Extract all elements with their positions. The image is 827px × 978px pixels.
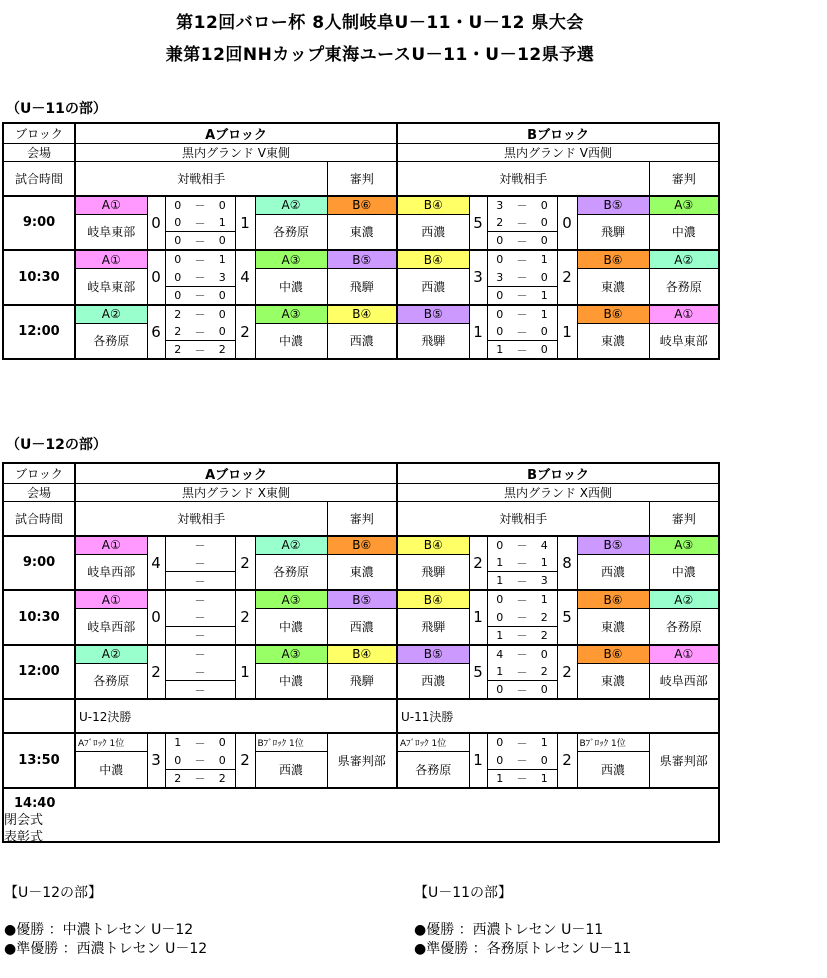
team1-score: 3 [469,250,487,305]
team1-tag: B④ [397,590,469,609]
match-time: 10:30 [3,250,75,305]
period-score-team1: 0 [487,323,512,341]
period-score-team1: 1 [487,341,512,360]
period-score-team1 [165,626,190,645]
referee-team: 西濃 [327,323,397,359]
block-a-venue: 黒内グランド V東側 [75,144,397,162]
period-score-team2: 0 [210,232,235,251]
period-dash: － [512,572,532,591]
period-dash: － [516,593,528,607]
team2-name: 東濃 [577,323,649,359]
period-score-team1 [165,572,190,591]
period-dash: － [190,769,210,788]
team2-name: 東濃 [577,269,649,305]
referee-team: 各務原 [649,269,719,305]
period-dash: － [190,626,210,645]
period-dash: － [190,681,210,700]
period-dash: － [516,216,528,230]
u11-runner-up: ●準優勝 ：各務原トレセン U－11 [414,941,632,957]
period-score-team2: 0 [532,214,557,232]
referee-team: 岐阜東部 [649,323,719,359]
period-score-team2 [210,681,235,700]
team1-score: 4 [147,536,165,591]
team1-score: 0 [147,590,165,645]
header-venue-label: 会場 [3,144,75,162]
period-dash: － [190,286,210,305]
team1-tag: B⑤ [397,645,469,664]
period-score-team1: 2 [165,341,190,360]
team1-tag: A① [75,250,147,269]
team1-score: 6 [147,305,165,360]
final-period-team2: 1 [532,733,557,752]
block-b-header: Bブロック [397,123,719,144]
match-time: 9:00 [3,196,75,251]
match-time: 12:00 [3,305,75,360]
period-score-team1: 0 [487,681,512,700]
period-score-team1: 1 [487,572,512,591]
team2-score: 1 [557,305,577,360]
final-team1-score: 3 [147,733,165,788]
final-period-team1: 0 [165,752,190,770]
period-dash: － [516,556,528,570]
final-b-label: U-11決勝 [397,699,719,733]
team2-tag: A③ [255,590,327,609]
period-dash: － [194,308,206,322]
period-score-team2: 0 [210,196,235,215]
period-dash: － [194,271,206,284]
block-b-referee-header: 審判 [649,502,719,536]
period-score-team2: 0 [532,232,557,251]
team1-score: 5 [469,645,487,700]
block-a-header: Aブロック [75,123,397,144]
team2-score: 4 [235,250,255,305]
period-dash: － [190,572,210,591]
referee-tag: B⑤ [327,250,397,269]
team1-tag: A② [75,645,147,664]
team2-name: 中濃 [255,269,327,305]
period-score-team1: 0 [165,196,190,215]
period-dash: － [512,286,532,305]
final-team2-score: 2 [557,733,577,788]
period-dash: － [194,736,206,750]
period-score-team1: 0 [487,609,512,627]
team1-tag: B④ [397,196,469,215]
final-period-team1: 1 [165,733,190,752]
team1-tag: A② [75,305,147,324]
period-score-team1: 2 [165,305,190,324]
team2-tag: A③ [255,250,327,269]
period-score-team1 [165,536,190,555]
team2-name: 中濃 [255,609,327,645]
u11-section-title: （U－11の部） [6,101,107,117]
u11-schedule-table [2,122,720,360]
u11-winner: ●優勝 ：西濃トレセン U－11 [414,922,604,938]
team2-score: 1 [235,645,255,700]
period-dash: － [516,648,528,662]
period-score-team1: 0 [487,536,512,555]
team1-name: 飛騨 [397,609,469,645]
final-team1-tag: Aﾌﾞﾛｯｸ 1位 [397,733,469,752]
final-team2-name: 西濃 [577,752,649,788]
referee-team: 各務原 [649,609,719,645]
team1-score: 1 [469,305,487,360]
period-dash: － [194,216,206,230]
u12-results-title: 【U－12の部】 [4,885,103,901]
period-dash: － [194,665,206,679]
referee-tag: B④ [327,305,397,324]
team2-score: 1 [235,196,255,251]
period-score-team2: 1 [210,214,235,232]
block-a-opponent-header: 対戦相手 [75,162,327,196]
period-dash: － [194,754,206,767]
period-score-team2: 1 [532,305,557,324]
closing-frame [3,788,719,842]
final-time: 13:50 [3,733,75,788]
final-period-team2: 0 [210,733,235,752]
period-score-team1: 0 [487,232,512,251]
team2-score: 8 [557,536,577,591]
closing-ceremony [4,795,55,846]
block-a-venue: 黒内グランド X東側 [75,484,397,502]
period-score-team2 [210,663,235,681]
u11-results-title: 【U－11の部】 [414,885,513,901]
team1-name: 飛騨 [397,323,469,359]
team1-name: 岐阜東部 [75,269,147,305]
period-score-team2: 0 [210,323,235,341]
period-score-team2: 0 [532,196,557,215]
team2-name: 中濃 [255,323,327,359]
period-score-team2: 1 [532,590,557,609]
referee-tag: A② [649,250,719,269]
period-dash: － [512,681,532,700]
period-score-team1 [165,645,190,664]
period-dash: － [516,199,528,213]
final-team1-name: 各務原 [397,752,469,788]
final-team2-tag: Bﾌﾞﾛｯｸ 1位 [255,733,327,752]
referee-tag: B⑥ [327,536,397,555]
period-dash: － [512,626,532,645]
referee-tag: A③ [649,196,719,215]
referee-team: 中濃 [649,554,719,590]
period-score-team2 [210,645,235,664]
final-team2-score: 2 [235,733,255,788]
block-b-opponent-header: 対戦相手 [397,502,649,536]
period-dash: － [194,611,206,624]
period-score-team2: 3 [532,572,557,591]
period-score-team1: 3 [487,196,512,215]
team2-tag: B⑤ [577,536,649,555]
final-period-team1: 2 [165,769,190,788]
team2-name: 各務原 [255,554,327,590]
team2-name: 中濃 [255,663,327,699]
final-a-label: U-12決勝 [75,699,397,733]
period-score-team1: 1 [487,663,512,681]
team1-name: 岐阜東部 [75,214,147,250]
team2-tag: A③ [255,645,327,664]
referee-tag: B⑥ [327,196,397,215]
period-score-team1: 0 [165,250,190,269]
period-dash: － [516,253,528,267]
block-a-referee-header: 審判 [327,162,397,196]
block-b-referee-header: 審判 [649,162,719,196]
team1-score: 2 [469,536,487,591]
final-referee: 県審判部 [327,733,397,788]
team1-name: 各務原 [75,323,147,359]
period-dash: － [194,253,206,267]
period-dash: － [194,648,206,662]
period-score-team2: 0 [532,681,557,700]
team1-score: 0 [147,196,165,251]
referee-tag: A① [649,645,719,664]
team1-name: 飛騨 [397,554,469,590]
period-score-team1: 2 [165,323,190,341]
period-score-team2 [210,590,235,609]
block-b-venue: 黒内グランド V西側 [397,144,719,162]
period-score-team1: 0 [165,232,190,251]
final-period-team2: 1 [532,769,557,788]
referee-team: 岐阜西部 [649,663,719,699]
match-time: 12:00 [3,645,75,700]
u12-winner: ●優勝 ：中濃トレセン U－12 [4,922,194,938]
period-score-team2 [210,536,235,555]
team2-score: 2 [235,305,255,360]
team2-tag: B⑤ [577,196,649,215]
period-dash: － [512,232,532,251]
team2-name: 西濃 [577,554,649,590]
period-dash: － [512,769,532,788]
final-team1-score: 1 [469,733,487,788]
final-team2-tag: Bﾌﾞﾛｯｸ 1位 [577,733,649,752]
period-score-team1: 3 [487,269,512,287]
team2-tag: A② [255,196,327,215]
team2-tag: A② [255,536,327,555]
referee-team: 西濃 [327,609,397,645]
period-score-team1: 0 [165,286,190,305]
team2-tag: B⑥ [577,645,649,664]
block-a-header: Aブロック [75,463,397,484]
final-time-spacer [3,699,75,733]
final-period-team2: 0 [210,752,235,770]
team1-name: 岐阜西部 [75,609,147,645]
period-score-team2 [210,572,235,591]
period-dash: － [194,556,206,570]
period-score-team2: 1 [532,554,557,572]
header-block-label: ブロック [3,463,75,484]
period-score-team1 [165,681,190,700]
referee-tag: B⑤ [327,590,397,609]
block-b-opponent-header: 対戦相手 [397,162,649,196]
referee-team: 東濃 [327,554,397,590]
period-dash: － [194,539,206,553]
period-score-team2: 0 [532,323,557,341]
period-score-team2: 4 [532,536,557,555]
period-score-team2: 2 [532,626,557,645]
period-dash: － [194,325,206,339]
team2-score: 2 [557,250,577,305]
referee-team: 飛騨 [327,663,397,699]
header-block-label: ブロック [3,123,75,144]
team2-tag: B⑥ [577,590,649,609]
block-b-venue: 黒内グランド X西側 [397,484,719,502]
period-score-team2 [210,626,235,645]
team1-name: 西濃 [397,214,469,250]
period-score-team1: 4 [487,645,512,664]
period-score-team1: 0 [165,269,190,287]
match-time: 10:30 [3,590,75,645]
team2-name: 飛騨 [577,214,649,250]
period-score-team1: 2 [487,214,512,232]
referee-tag: A① [649,305,719,324]
team1-score: 1 [469,590,487,645]
final-period-team2: 2 [210,769,235,788]
period-score-team2: 1 [532,250,557,269]
team1-name: 西濃 [397,269,469,305]
period-dash: － [516,611,528,624]
referee-team: 中濃 [649,214,719,250]
team2-score: 2 [557,645,577,700]
team1-score: 5 [469,196,487,251]
final-period-team1: 1 [487,769,512,788]
team2-score: 2 [235,590,255,645]
team2-name: 東濃 [577,609,649,645]
period-score-team1: 1 [487,554,512,572]
team2-name: 東濃 [577,663,649,699]
team1-name: 岐阜西部 [75,554,147,590]
team1-tag: B④ [397,536,469,555]
team1-name: 西濃 [397,663,469,699]
period-score-team1: 0 [487,286,512,305]
team1-tag: A① [75,590,147,609]
period-score-team1 [165,609,190,627]
team2-tag: A③ [255,305,327,324]
final-team2-name: 西濃 [255,752,327,788]
period-dash: － [516,308,528,322]
referee-tag: A③ [649,536,719,555]
period-dash: － [194,593,206,607]
period-score-team1 [165,663,190,681]
period-score-team1 [165,590,190,609]
period-score-team2 [210,554,235,572]
period-score-team1: 0 [165,214,190,232]
final-period-team1: 0 [487,752,512,770]
u12-results [4,884,207,959]
period-dash: － [516,665,528,679]
team2-tag: B⑥ [577,305,649,324]
period-dash: － [516,325,528,339]
period-dash: － [516,754,528,767]
period-dash: － [516,271,528,284]
period-dash: － [516,736,528,750]
header-time-label: 試合時間 [3,502,75,536]
u11-results [414,884,631,959]
referee-tag: B④ [327,645,397,664]
team1-tag: A① [75,536,147,555]
period-score-team2: 0 [532,269,557,287]
period-score-team2: 0 [210,286,235,305]
team1-score: 0 [147,250,165,305]
period-score-team2 [210,609,235,627]
team1-tag: A① [75,196,147,215]
period-score-team1: 0 [487,250,512,269]
team2-score: 0 [557,196,577,251]
closing-time: 14:40 [14,796,56,811]
u12-schedule-table [2,462,720,843]
block-b-header: Bブロック [397,463,719,484]
period-score-team2: 3 [210,269,235,287]
referee-tag: A② [649,590,719,609]
final-team1-tag: Aﾌﾞﾛｯｸ 1位 [75,733,147,752]
u12-runner-up: ●準優勝 ：西濃トレセン U－12 [4,941,208,957]
period-score-team2: 2 [532,609,557,627]
period-score-team1: 0 [487,305,512,324]
period-score-team2: 0 [210,305,235,324]
period-dash: － [194,199,206,213]
award-ceremony-label: 表彰式 [4,830,44,845]
period-dash: － [190,232,210,251]
period-score-team2: 2 [532,663,557,681]
period-dash: － [190,341,210,360]
tournament-title: 第12回バロー杯 8人制岐阜U－11・U－12 県大会 [176,13,584,33]
team2-score: 5 [557,590,577,645]
period-dash: － [512,341,532,360]
team2-score: 2 [235,536,255,591]
team1-score: 2 [147,645,165,700]
tournament-subtitle: 兼第12回NHカップ東海ユースU－11・U－12県予選 [165,45,595,65]
team1-tag: B④ [397,250,469,269]
team2-name: 各務原 [255,214,327,250]
final-period-team1: 0 [487,733,512,752]
period-score-team2: 1 [532,286,557,305]
match-time: 9:00 [3,536,75,591]
period-score-team2: 0 [532,645,557,664]
period-score-team1 [165,554,190,572]
referee-team: 東濃 [327,214,397,250]
closing-ceremony-label: 閉会式 [4,813,44,828]
header-time-label: 試合時間 [3,162,75,196]
referee-team: 飛騨 [327,269,397,305]
period-score-team2: 0 [532,341,557,360]
header-venue-label: 会場 [3,484,75,502]
u12-section-title: （U－12の部） [6,437,107,453]
team1-name: 各務原 [75,663,147,699]
period-score-team2: 2 [210,341,235,360]
period-score-team1: 1 [487,626,512,645]
team1-tag: B⑤ [397,305,469,324]
final-period-team2: 0 [532,752,557,770]
team2-tag: B⑥ [577,250,649,269]
period-score-team2: 1 [210,250,235,269]
block-a-opponent-header: 対戦相手 [75,502,327,536]
final-referee: 県審判部 [649,733,719,788]
period-score-team1: 0 [487,590,512,609]
final-team1-name: 中濃 [75,752,147,788]
period-dash: － [516,539,528,553]
block-a-referee-header: 審判 [327,502,397,536]
